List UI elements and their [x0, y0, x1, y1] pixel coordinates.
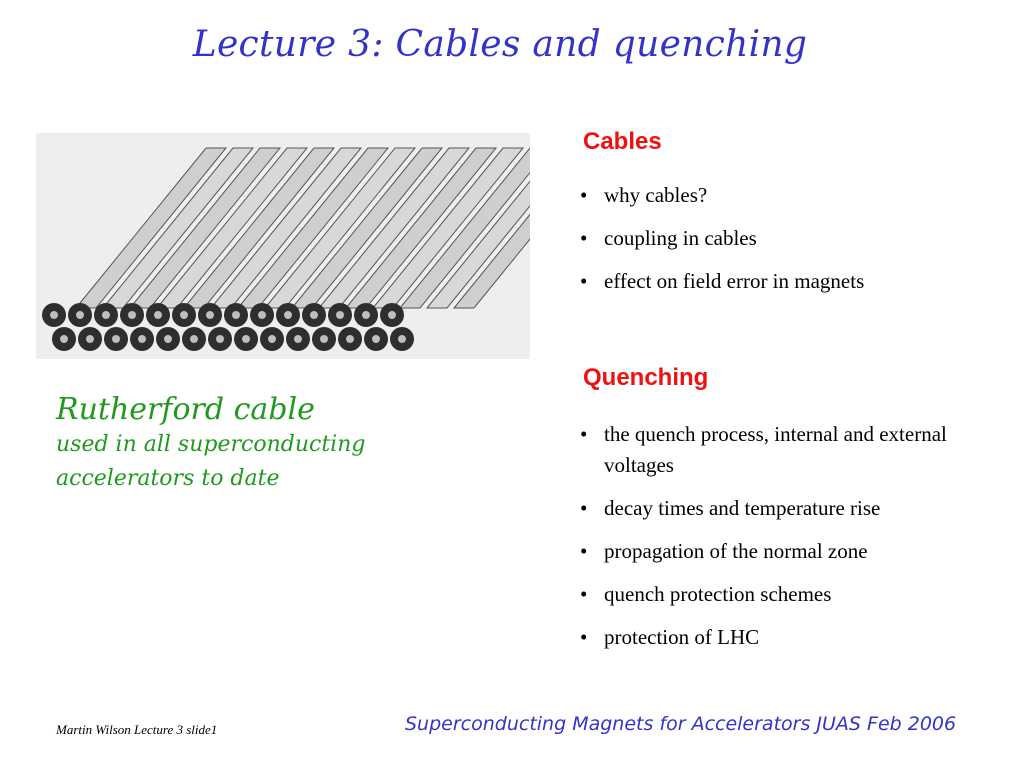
strand-core [310, 311, 318, 319]
bullet-item [580, 223, 1000, 254]
strand-core [190, 335, 198, 343]
strand-core [242, 335, 250, 343]
bullet-dot: • [580, 539, 588, 563]
strand-core [398, 335, 406, 343]
strand-core [346, 335, 354, 343]
strand-core [112, 335, 120, 343]
footer-author: Martin Wilson Lecture 3 slide1 [56, 722, 218, 737]
strand-core [232, 311, 240, 319]
strand-core [76, 311, 84, 319]
section-heading-cables: Cables [583, 128, 662, 155]
strand-core [164, 335, 172, 343]
strand-core [180, 311, 188, 319]
strand-core [86, 335, 94, 343]
rutherford-cable-image [36, 133, 530, 359]
bullet-item [580, 266, 1000, 297]
strand-core [258, 311, 266, 319]
strand-core [268, 335, 276, 343]
bullet-text: protection of LHC [604, 625, 760, 649]
bullet-dot: • [580, 422, 588, 446]
strand-core [336, 311, 344, 319]
caption-line-1: used in all superconducting [56, 432, 366, 457]
strand-core [50, 311, 58, 319]
section-heading-quenching: Quenching [583, 364, 709, 391]
bullet-dot: • [580, 226, 588, 250]
strand-core [128, 311, 136, 319]
strand-core [102, 311, 110, 319]
bullet-text: effect on field error in magnets [604, 269, 865, 293]
bullet-item [580, 180, 1000, 211]
bullet-text: coupling in cables [604, 226, 757, 250]
bullet-dot: • [580, 625, 588, 649]
footer-course: Superconducting Magnets for Accelerators JUAS Feb 2006 [405, 713, 957, 735]
strand-core [320, 335, 328, 343]
bullet-item [580, 493, 960, 524]
bullet-item [580, 622, 960, 653]
bullet-text: decay times and temperature rise [604, 496, 881, 520]
bullet-item [580, 419, 960, 481]
cables-bullet-list [580, 180, 1000, 309]
caption-line-2: accelerators to date [56, 466, 280, 491]
bullet-item [580, 536, 960, 567]
bullet-text: quench protection schemes [604, 582, 832, 606]
strand-core [294, 335, 302, 343]
slide-title: Lecture 3: Cables and quenching [192, 24, 808, 65]
strand-core [60, 335, 68, 343]
bullet-dot: • [580, 496, 588, 520]
bullet-text: why cables? [604, 183, 708, 207]
quenching-bullet-list [580, 419, 960, 665]
bullet-text: propagation of the normal zone [604, 539, 868, 563]
bullet-text: the quench process, internal and external voltages [604, 422, 947, 477]
bullet-dot: • [580, 269, 588, 293]
bullet-dot: • [580, 183, 588, 207]
bullet-item [580, 579, 960, 610]
strand-core [138, 335, 146, 343]
bullet-dot: • [580, 582, 588, 606]
strand-core [372, 335, 380, 343]
figure-caption [56, 392, 456, 496]
strand-core [154, 311, 162, 319]
strand-core [362, 311, 370, 319]
strand-core [388, 311, 396, 319]
strand-core [216, 335, 224, 343]
strand-core [284, 311, 292, 319]
strand-core [206, 311, 214, 319]
caption-title: Rutherford cable [56, 392, 315, 427]
